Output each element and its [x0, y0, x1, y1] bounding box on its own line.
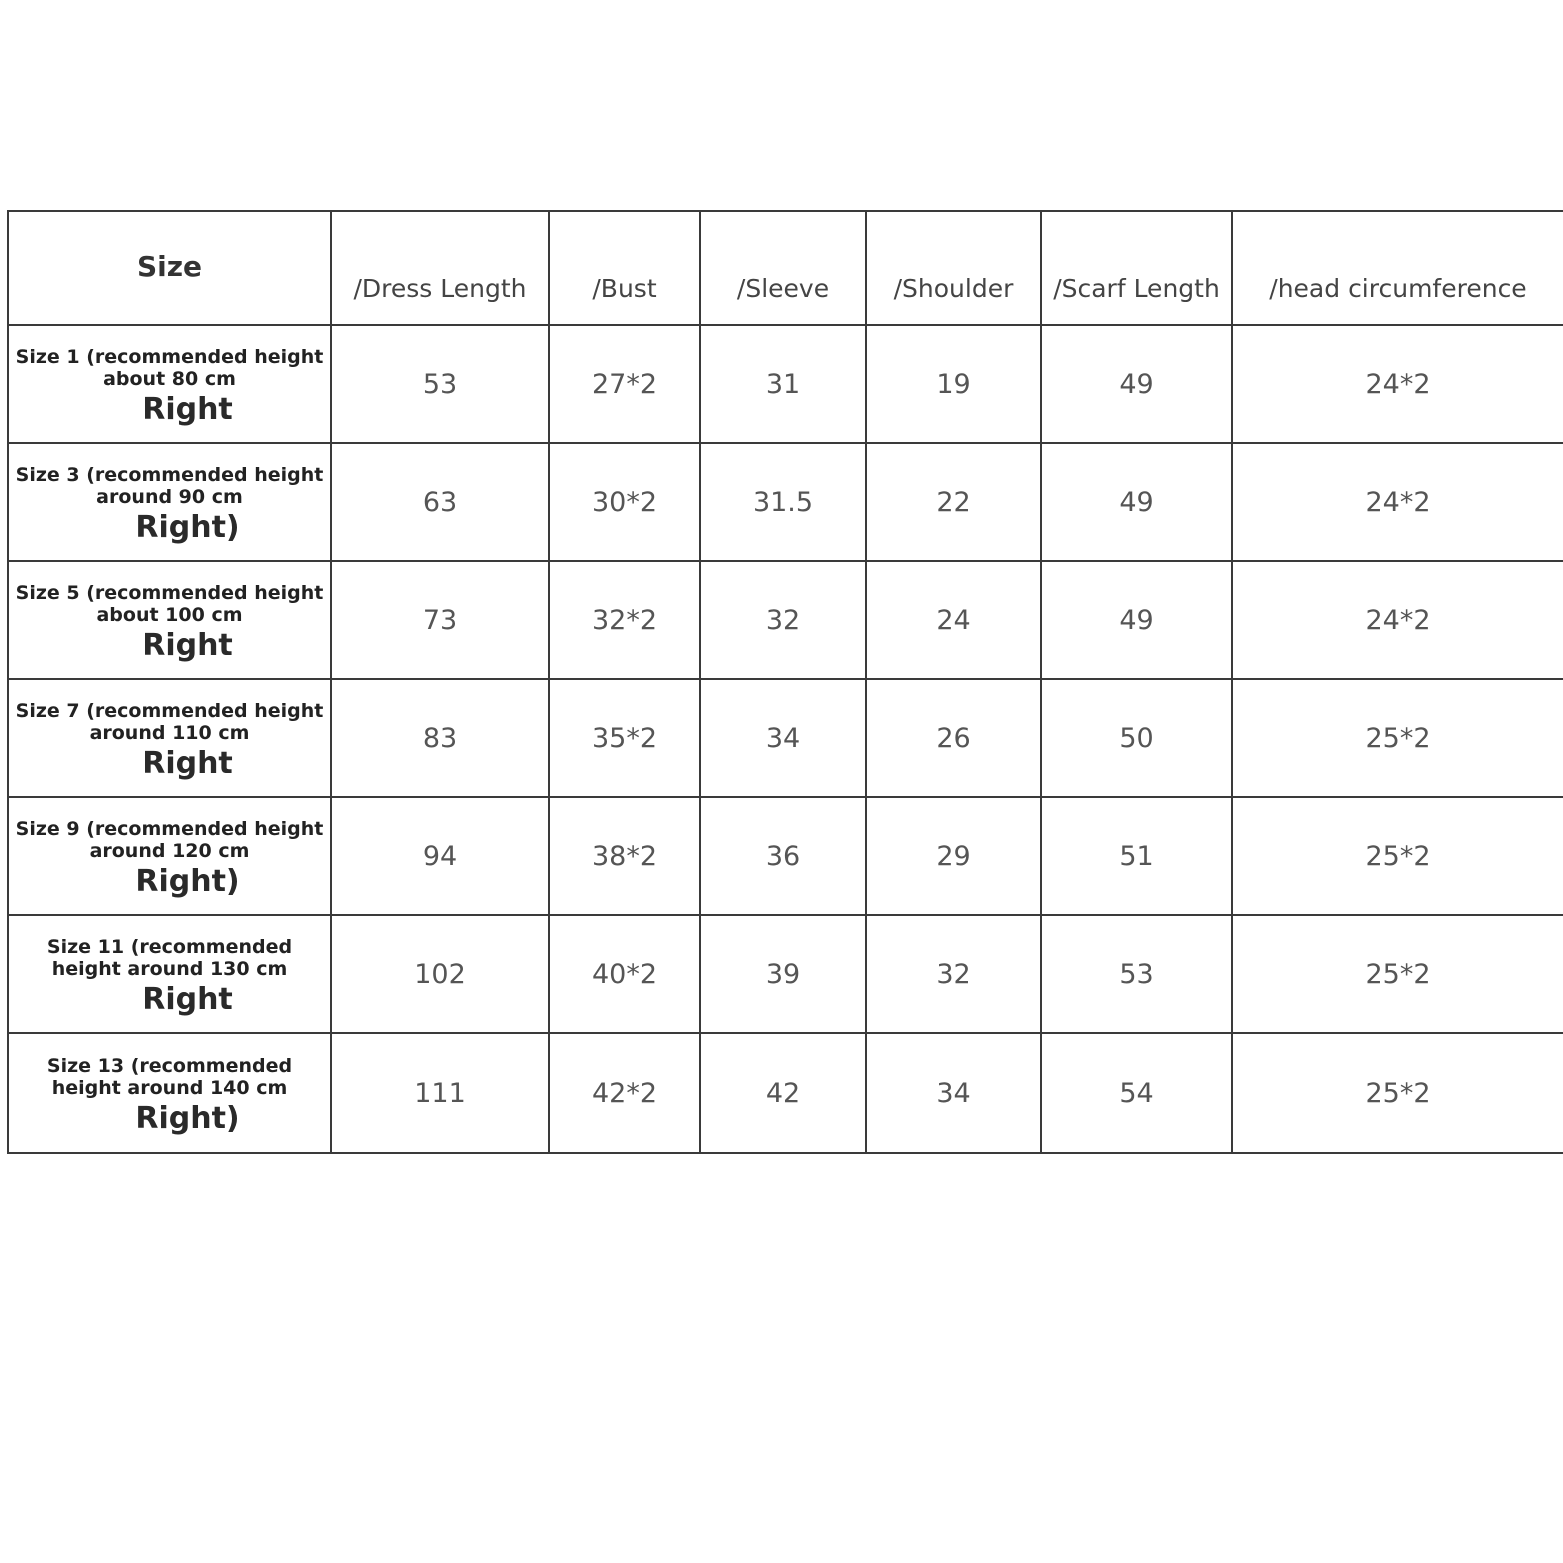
head-circumference-cell: 25*2 — [1232, 915, 1563, 1033]
size-label-cell — [8, 915, 331, 1033]
size-label-cell — [8, 679, 331, 797]
size-label-tail: Right — [142, 981, 233, 1017]
shoulder-cell: 26 — [866, 679, 1041, 797]
shoulder-cell: 24 — [866, 561, 1041, 679]
size-chart-table — [7, 210, 1563, 1154]
table-row — [8, 561, 1563, 679]
bust-cell: 30*2 — [549, 443, 700, 561]
bust-cell: 42*2 — [549, 1033, 700, 1153]
scarf-length-header: /Scarf Length — [1041, 211, 1232, 325]
head-circumference-header: /head circumference — [1232, 211, 1563, 325]
sleeve-cell: 32 — [700, 561, 866, 679]
sleeve-cell: 39 — [700, 915, 866, 1033]
scarf-length-cell: 51 — [1041, 797, 1232, 915]
head-circumference-cell: 25*2 — [1232, 797, 1563, 915]
size-column-header: Size — [8, 211, 331, 325]
size-label-tail: Right — [142, 627, 233, 663]
size-label-tail: Right — [142, 391, 233, 427]
table-row — [8, 1033, 1563, 1153]
scarf-length-cell: 49 — [1041, 561, 1232, 679]
dress-length-cell: 102 — [331, 915, 549, 1033]
scarf-length-cell: 49 — [1041, 325, 1232, 443]
scarf-length-cell: 49 — [1041, 443, 1232, 561]
bust-header: /Bust — [549, 211, 700, 325]
sleeve-cell: 36 — [700, 797, 866, 915]
sleeve-header: /Sleeve — [700, 211, 866, 325]
sleeve-cell: 31.5 — [700, 443, 866, 561]
size-label: Size 9 (recommended height around 120 cm — [15, 817, 324, 862]
dress-length-cell: 53 — [331, 325, 549, 443]
size-label: Size 3 (recommended height around 90 cm — [15, 463, 324, 508]
size-label-tail: Right) — [135, 1100, 240, 1136]
dress-length-cell: 111 — [331, 1033, 549, 1153]
shoulder-cell: 32 — [866, 915, 1041, 1033]
scarf-length-cell: 50 — [1041, 679, 1232, 797]
sleeve-cell: 42 — [700, 1033, 866, 1153]
head-circumference-cell: 24*2 — [1232, 325, 1563, 443]
bust-cell: 40*2 — [549, 915, 700, 1033]
shoulder-header: /Shoulder — [866, 211, 1041, 325]
size-label-cell — [8, 1033, 331, 1153]
dress-length-cell: 83 — [331, 679, 549, 797]
bust-cell: 35*2 — [549, 679, 700, 797]
size-label-cell — [8, 797, 331, 915]
size-label: Size 1 (recommended height about 80 cm — [15, 345, 324, 390]
shoulder-cell: 19 — [866, 325, 1041, 443]
shoulder-cell: 22 — [866, 443, 1041, 561]
head-circumference-cell: 25*2 — [1232, 1033, 1563, 1153]
size-label: Size 13 (recommended height around 140 cm — [46, 1054, 293, 1099]
bust-cell: 32*2 — [549, 561, 700, 679]
sleeve-cell: 31 — [700, 325, 866, 443]
header-row — [8, 211, 1563, 325]
scarf-length-cell: 53 — [1041, 915, 1232, 1033]
size-label-tail: Right) — [135, 509, 240, 545]
head-circumference-cell: 24*2 — [1232, 561, 1563, 679]
dress-length-cell: 63 — [331, 443, 549, 561]
table-row — [8, 679, 1563, 797]
shoulder-cell: 34 — [866, 1033, 1041, 1153]
dress-length-cell: 94 — [331, 797, 549, 915]
table-row — [8, 797, 1563, 915]
size-label: Size 11 (recommended height around 130 cm — [46, 935, 293, 980]
size-label: Size 7 (recommended height around 110 cm — [15, 699, 324, 744]
head-circumference-cell: 25*2 — [1232, 679, 1563, 797]
dress-length-cell: 73 — [331, 561, 549, 679]
sleeve-cell: 34 — [700, 679, 866, 797]
bust-cell: 38*2 — [549, 797, 700, 915]
size-label-tail: Right) — [135, 863, 240, 899]
size-label-cell — [8, 561, 331, 679]
shoulder-cell: 29 — [866, 797, 1041, 915]
table-row — [8, 325, 1563, 443]
table-row — [8, 915, 1563, 1033]
size-label-cell — [8, 443, 331, 561]
table-row — [8, 443, 1563, 561]
bust-cell: 27*2 — [549, 325, 700, 443]
head-circumference-cell: 24*2 — [1232, 443, 1563, 561]
scarf-length-cell: 54 — [1041, 1033, 1232, 1153]
size-label: Size 5 (recommended height about 100 cm — [15, 581, 324, 626]
size-label-cell — [8, 325, 331, 443]
dress-length-header: /Dress Length — [331, 211, 549, 325]
size-label-tail: Right — [142, 745, 233, 781]
